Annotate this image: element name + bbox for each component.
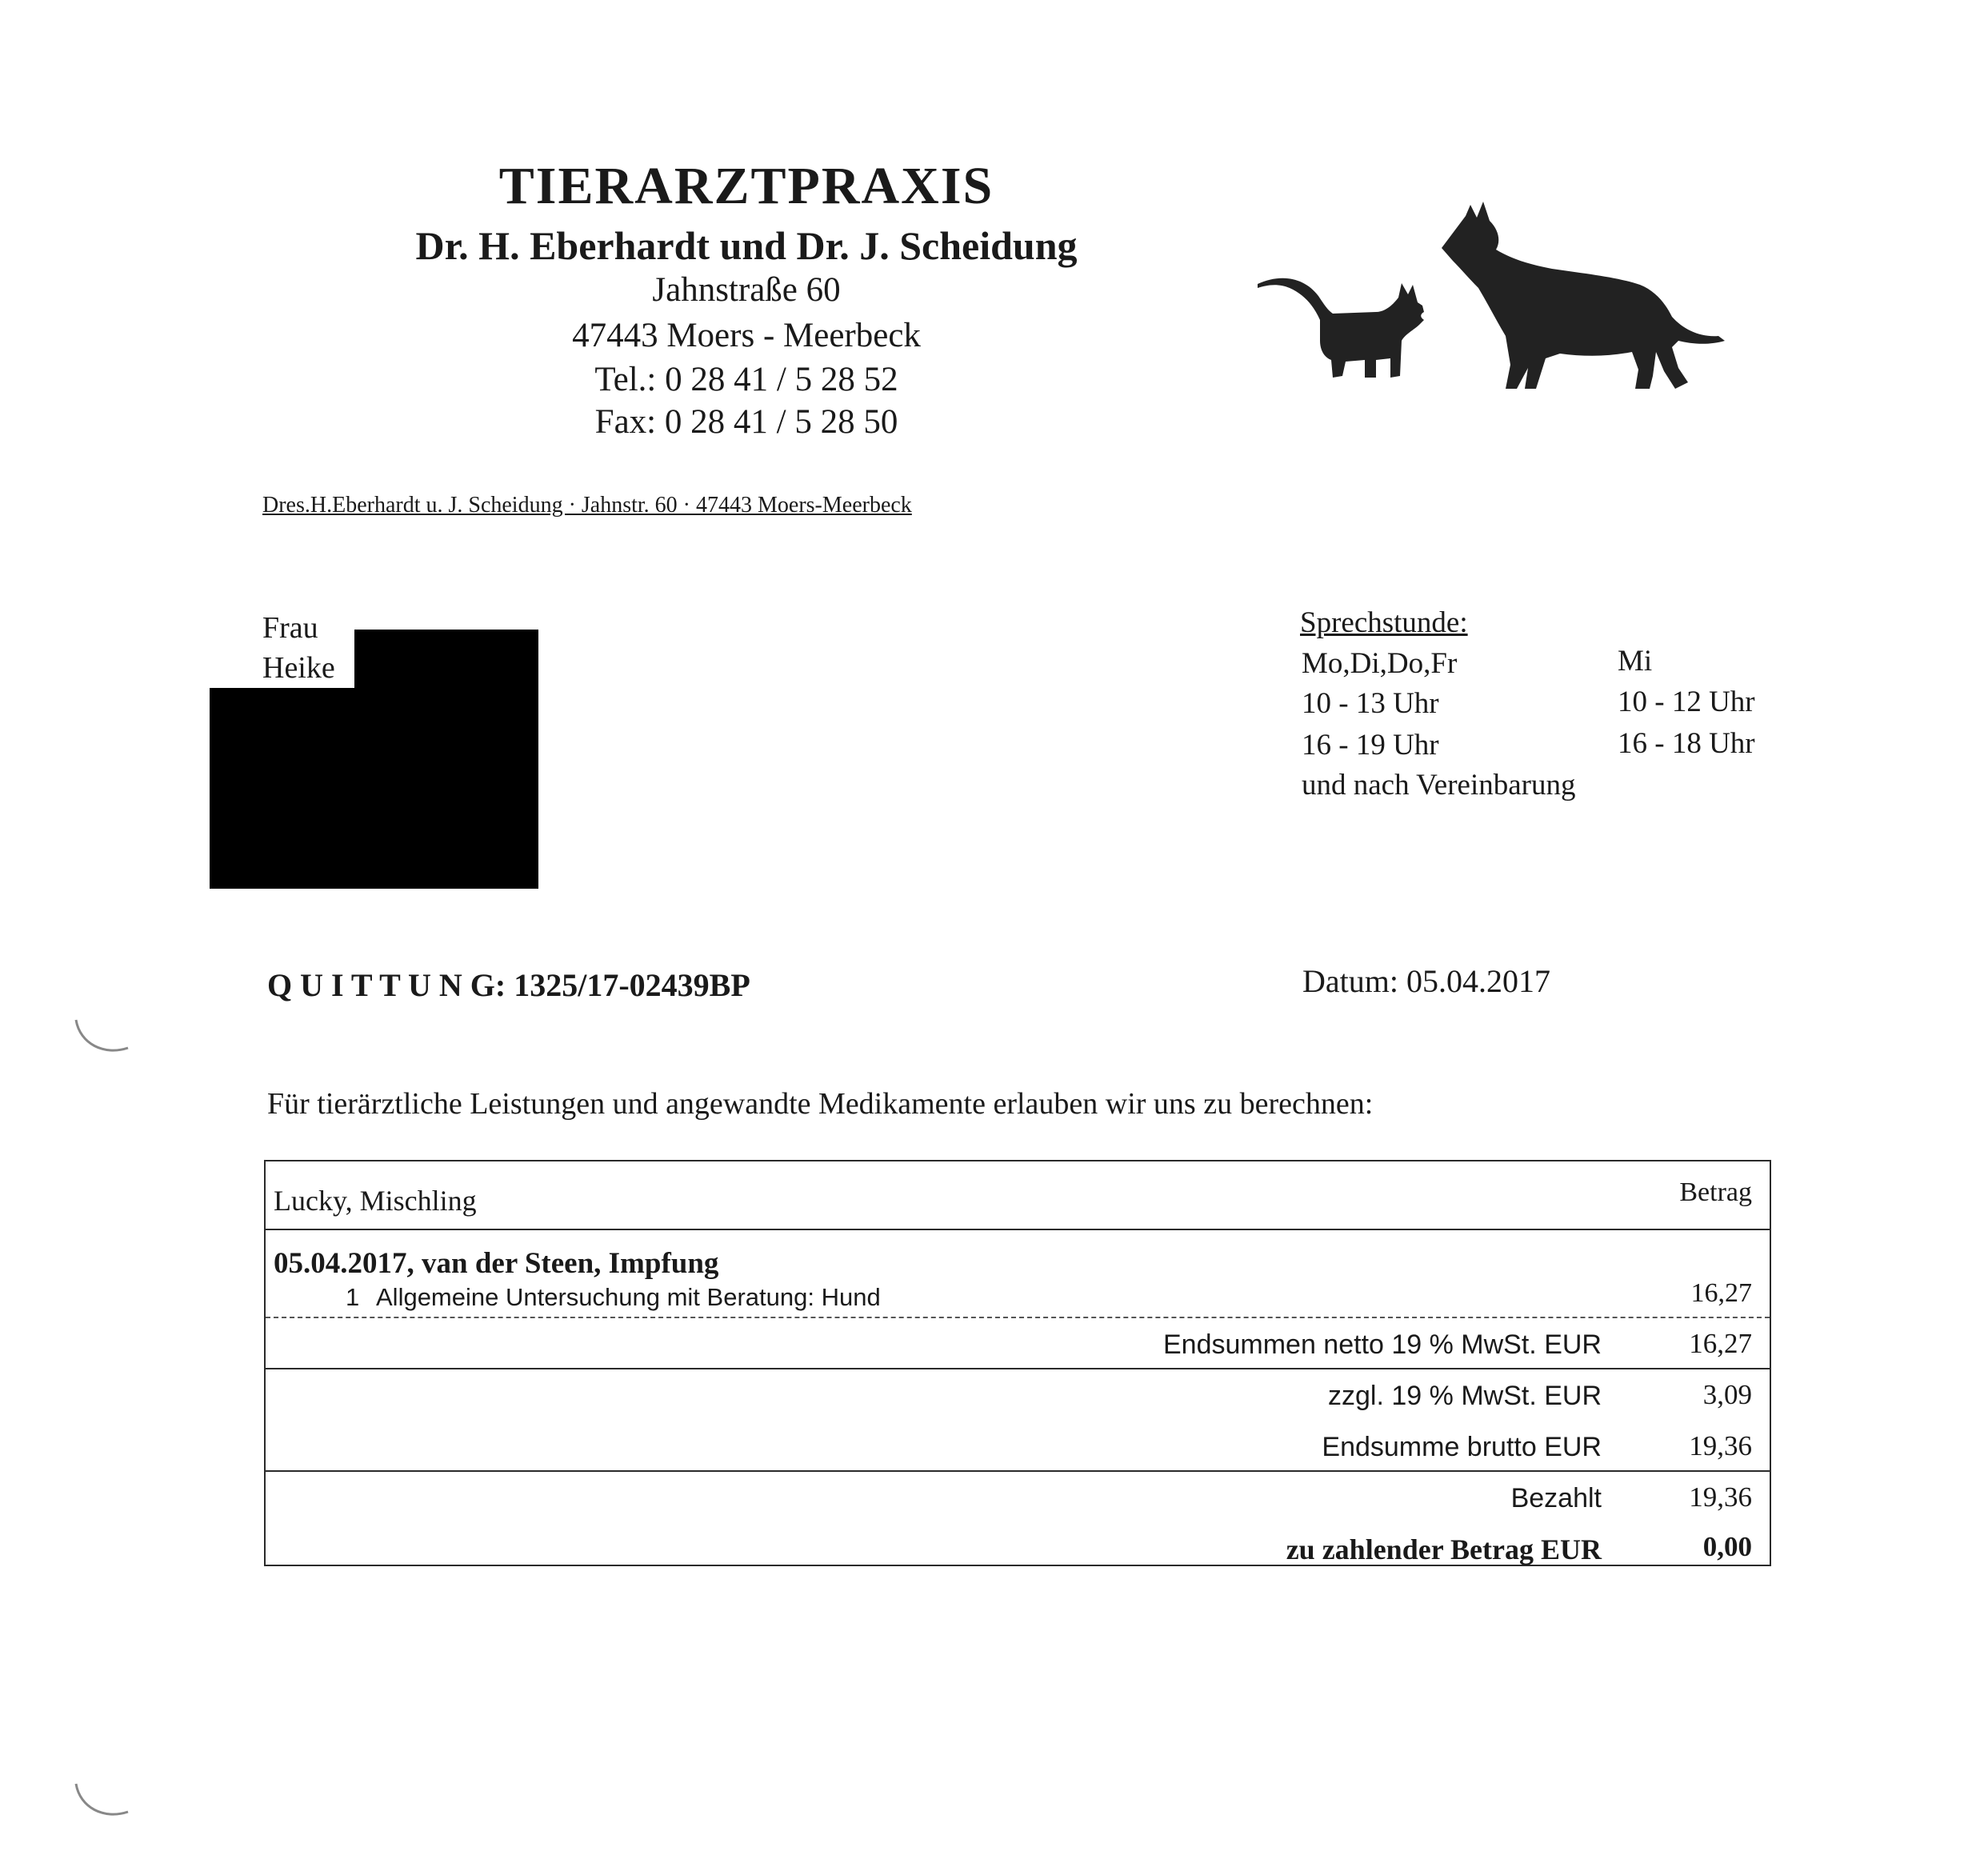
table-divider — [266, 1368, 1770, 1369]
recipient-first-name: Heike — [262, 651, 335, 685]
office-hours-title: Sprechstunde: — [1300, 606, 1468, 639]
paid-amount: 19,36 — [1689, 1481, 1752, 1513]
office-hours-days: Mo,Di,Do,Fr — [1302, 647, 1458, 680]
patient-name: Lucky, Mischling — [274, 1185, 477, 1217]
dog-silhouette-icon — [1442, 202, 1725, 389]
total-net-label: Endsummen netto 19 % MwSt. EUR — [1162, 1329, 1602, 1360]
amount-due-value: 0,00 — [1702, 1531, 1752, 1562]
office-hours-morning-wed: 10 - 12 Uhr — [1618, 686, 1755, 718]
office-hours-note: und nach Vereinbarung — [1302, 769, 1576, 802]
office-hours-days-wed: Mi — [1618, 645, 1653, 678]
table-divider — [266, 1470, 1770, 1472]
punch-hole-mark — [72, 1016, 136, 1064]
total-net-amount: 16,27 — [1689, 1328, 1752, 1359]
office-hours-morning: 10 - 13 Uhr — [1302, 687, 1439, 720]
punch-hole-mark — [72, 1780, 136, 1828]
total-gross-amount: 19,36 — [1689, 1430, 1752, 1461]
table-divider — [266, 1317, 1770, 1318]
recipient-salutation: Frau — [262, 611, 318, 645]
receipt-date: Datum: 05.04.2017 — [1302, 963, 1550, 999]
amount-column-header: Betrag — [1679, 1177, 1752, 1207]
total-gross-label: Endsumme brutto EUR — [1322, 1432, 1602, 1462]
practice-street: Jahnstraße 60 — [652, 271, 841, 309]
item-description: Allgemeine Untersuchung mit Beratung: Hund — [376, 1283, 881, 1311]
item-quantity: 1 — [346, 1283, 360, 1311]
return-address: Dres.H.Eberhardt u. J. Scheidung · Jahnstr. 60 · 47443 Moers-Meerbeck — [262, 493, 912, 518]
practice-phone: Tel.: 0 28 41 / 5 28 52 — [594, 361, 898, 398]
redaction-block — [210, 688, 538, 889]
cat-silhouette-icon — [1258, 278, 1424, 378]
paid-label: Bezahlt — [1510, 1483, 1602, 1513]
vat-label: zzgl. 19 % MwSt. EUR — [1328, 1381, 1602, 1411]
table-divider — [266, 1229, 1770, 1230]
receipt-intro: Für tierärztliche Leistungen und angewandte Medikamente erlauben wir uns zu berechnen: — [267, 1087, 1374, 1121]
animals-logo — [1256, 200, 1736, 400]
practice-city: 47443 Moers - Meerbeck — [572, 317, 921, 354]
item-amount: 16,27 — [1690, 1278, 1752, 1308]
invoice-table — [264, 1160, 1771, 1566]
office-hours-afternoon-wed: 16 - 18 Uhr — [1618, 727, 1755, 760]
practice-title: TIERARZTPRAXIS — [498, 157, 994, 215]
practice-fax: Fax: 0 28 41 / 5 28 50 — [594, 403, 898, 441]
amount-due-label: zu zahlender Betrag EUR — [1286, 1533, 1602, 1565]
visit-line: 05.04.2017, van der Steen, Impfung — [274, 1247, 719, 1280]
receipt-number: Q U I T T U N G: 1325/17-02439BP — [267, 967, 750, 1003]
office-hours-afternoon: 16 - 19 Uhr — [1302, 729, 1439, 762]
vat-amount: 3,09 — [1702, 1379, 1752, 1410]
practice-doctors: Dr. H. Eberhardt und Dr. J. Scheidung — [415, 223, 1078, 268]
